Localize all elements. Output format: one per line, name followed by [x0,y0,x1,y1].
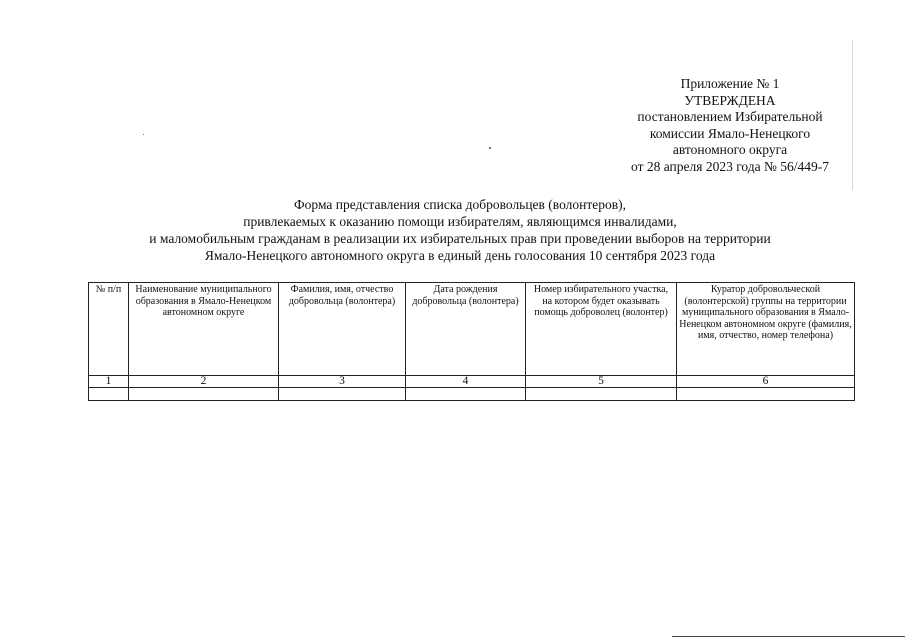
empty-cell [129,388,279,401]
approved-label: УТВЕРЖДЕНА [684,92,776,108]
approval-line-3: постановлением Избирательной [637,109,823,124]
column-number: 1 [89,376,129,388]
column-number: 4 [406,376,526,388]
scan-edge-line [852,40,853,190]
column-number: 6 [677,376,855,388]
header-number: № п/п [89,283,129,376]
table-row-empty [89,388,855,401]
form-title [60,196,860,264]
empty-cell [526,388,677,401]
header-curator: Куратор добровольческой (волонтерской) группы на территории муниципального образования в Ямало-Ненецком автономном округе (фамилия, имя, отчество, номер телефона) [677,283,855,376]
header-birth-date: Дата рождения добровольца (волонтера) [406,283,526,376]
empty-cell [89,388,129,401]
approval-stamp [600,76,860,175]
column-number: 2 [129,376,279,388]
header-full-name: Фамилия, имя, отчество добровольца (волонтера) [279,283,406,376]
form-title-line-1: Форма представления списка добровольцев (волонтеров), [294,197,626,212]
table-header-row [89,283,855,376]
header-municipality: Наименование муниципального образования в Ямало-Ненецком автономном округе [129,283,279,376]
scan-dot [143,134,144,135]
form-title-line-4: Ямало-Ненецкого автономного округа в единый день голосования 10 сентября 2023 года [204,248,716,263]
column-number: 3 [279,376,406,388]
approval-line-5: автономного округа [672,142,788,157]
header-polling-station: Номер избирательного участка, на котором будет оказывать помощь доброволец (волонтер) [526,283,677,376]
form-title-line-2: привлекаемых к оказанию помощи избирателям, являющимся инвалидами, [243,214,677,229]
empty-cell [279,388,406,401]
approval-line-4: комиссии Ямало-Ненецкого [649,125,811,141]
appendix-label: Приложение № 1 [680,76,780,91]
form-title-line-3: и маломобильным гражданам в реализации их избирательных прав при проведении выборов на территории [149,231,771,246]
scan-bottom-line [672,636,905,637]
column-number: 5 [526,376,677,388]
volunteers-table [88,282,855,401]
empty-cell [677,388,855,401]
approval-date-number: от 28 апреля 2023 года № 56/449-7 [631,158,829,174]
empty-cell [406,388,526,401]
column-numbers-row [89,376,855,388]
scan-dot [489,147,491,149]
